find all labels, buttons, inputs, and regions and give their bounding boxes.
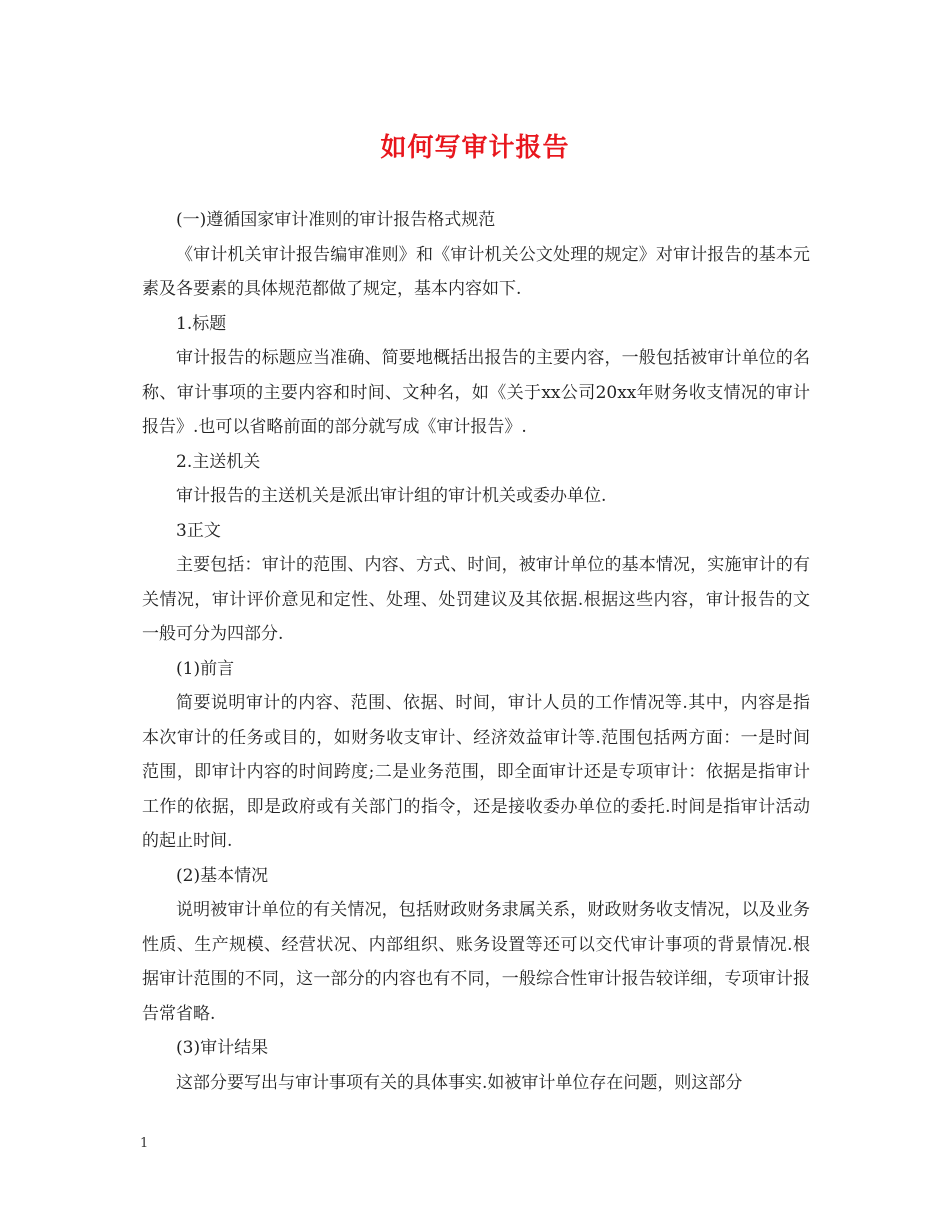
paragraph: 审计报告的主送机关是派出审计组的审计机关或委办单位.: [176, 486, 607, 506]
subheading: 3正文: [176, 520, 221, 541]
document-title: 如何写审计报告: [380, 133, 570, 163]
subheading: 2.主送机关: [176, 451, 261, 472]
paragraph: 主要包括：审计的范围、内容、方式、时间，被审计单位的基本情况，实施审计的有关情况，审计评价意见和定性、处理、处罚建议及其依据.根据这些内容，审计报告的文一般可分为四部分.: [142, 555, 810, 644]
paragraph: 说明被审计单位的有关情况，包括财政财务隶属关系，财政财务收支情况，以及业务性质、生产规模、经营状况、内部组织、账务设置等还可以交代审计事项的背景情况.根据审计范围的不同，这一部分的内容也有不同，一般综合性审计报告较详细，专项审计报告常省略.: [142, 900, 810, 1024]
paragraph: 这部分要写出与审计事项有关的具体事实.如被审计单位存在问题，则这部分: [176, 1072, 743, 1093]
section-heading: (一)遵循国家审计准则的审计报告格式规范: [176, 210, 496, 230]
page-number: 1: [140, 1136, 149, 1151]
subheading: (1)前言: [176, 658, 235, 679]
subheading: 1.标题: [176, 313, 227, 334]
paragraph: 审计报告的标题应当准确、简要地概括出报告的主要内容，一般包括被审计单位的名称、审计事项的主要内容和时间、文种名，如《关于xx公司20xx年财务收支情况的审计报告》.也可以省略前面的部分就写成《审计报告》.: [142, 348, 810, 437]
document-body: [142, 203, 810, 1100]
paragraph: 简要说明审计的内容、范围、依据、时间，审计人员的工作情况等.其中，内容是指本次审计的任务或目的，如财务收支审计、经济效益审计等.范围包括两方面：一是时间范围，即审计内容的时间跨度;二是业务范围，即全面审计还是专项审计：依据是指审计工作的依据，即是政府或有关部门的指令，还是接收委办单位的委托.时间是指审计活动的起止时间.: [142, 693, 810, 851]
paragraph: 《审计机关审计报告编审准则》和《审计机关公文处理的规定》对审计报告的基本元素及各要素的具体规范都做了规定，基本内容如下.: [142, 244, 810, 299]
subheading: (3)审计结果: [176, 1038, 269, 1058]
subheading: (2)基本情况: [176, 865, 269, 886]
